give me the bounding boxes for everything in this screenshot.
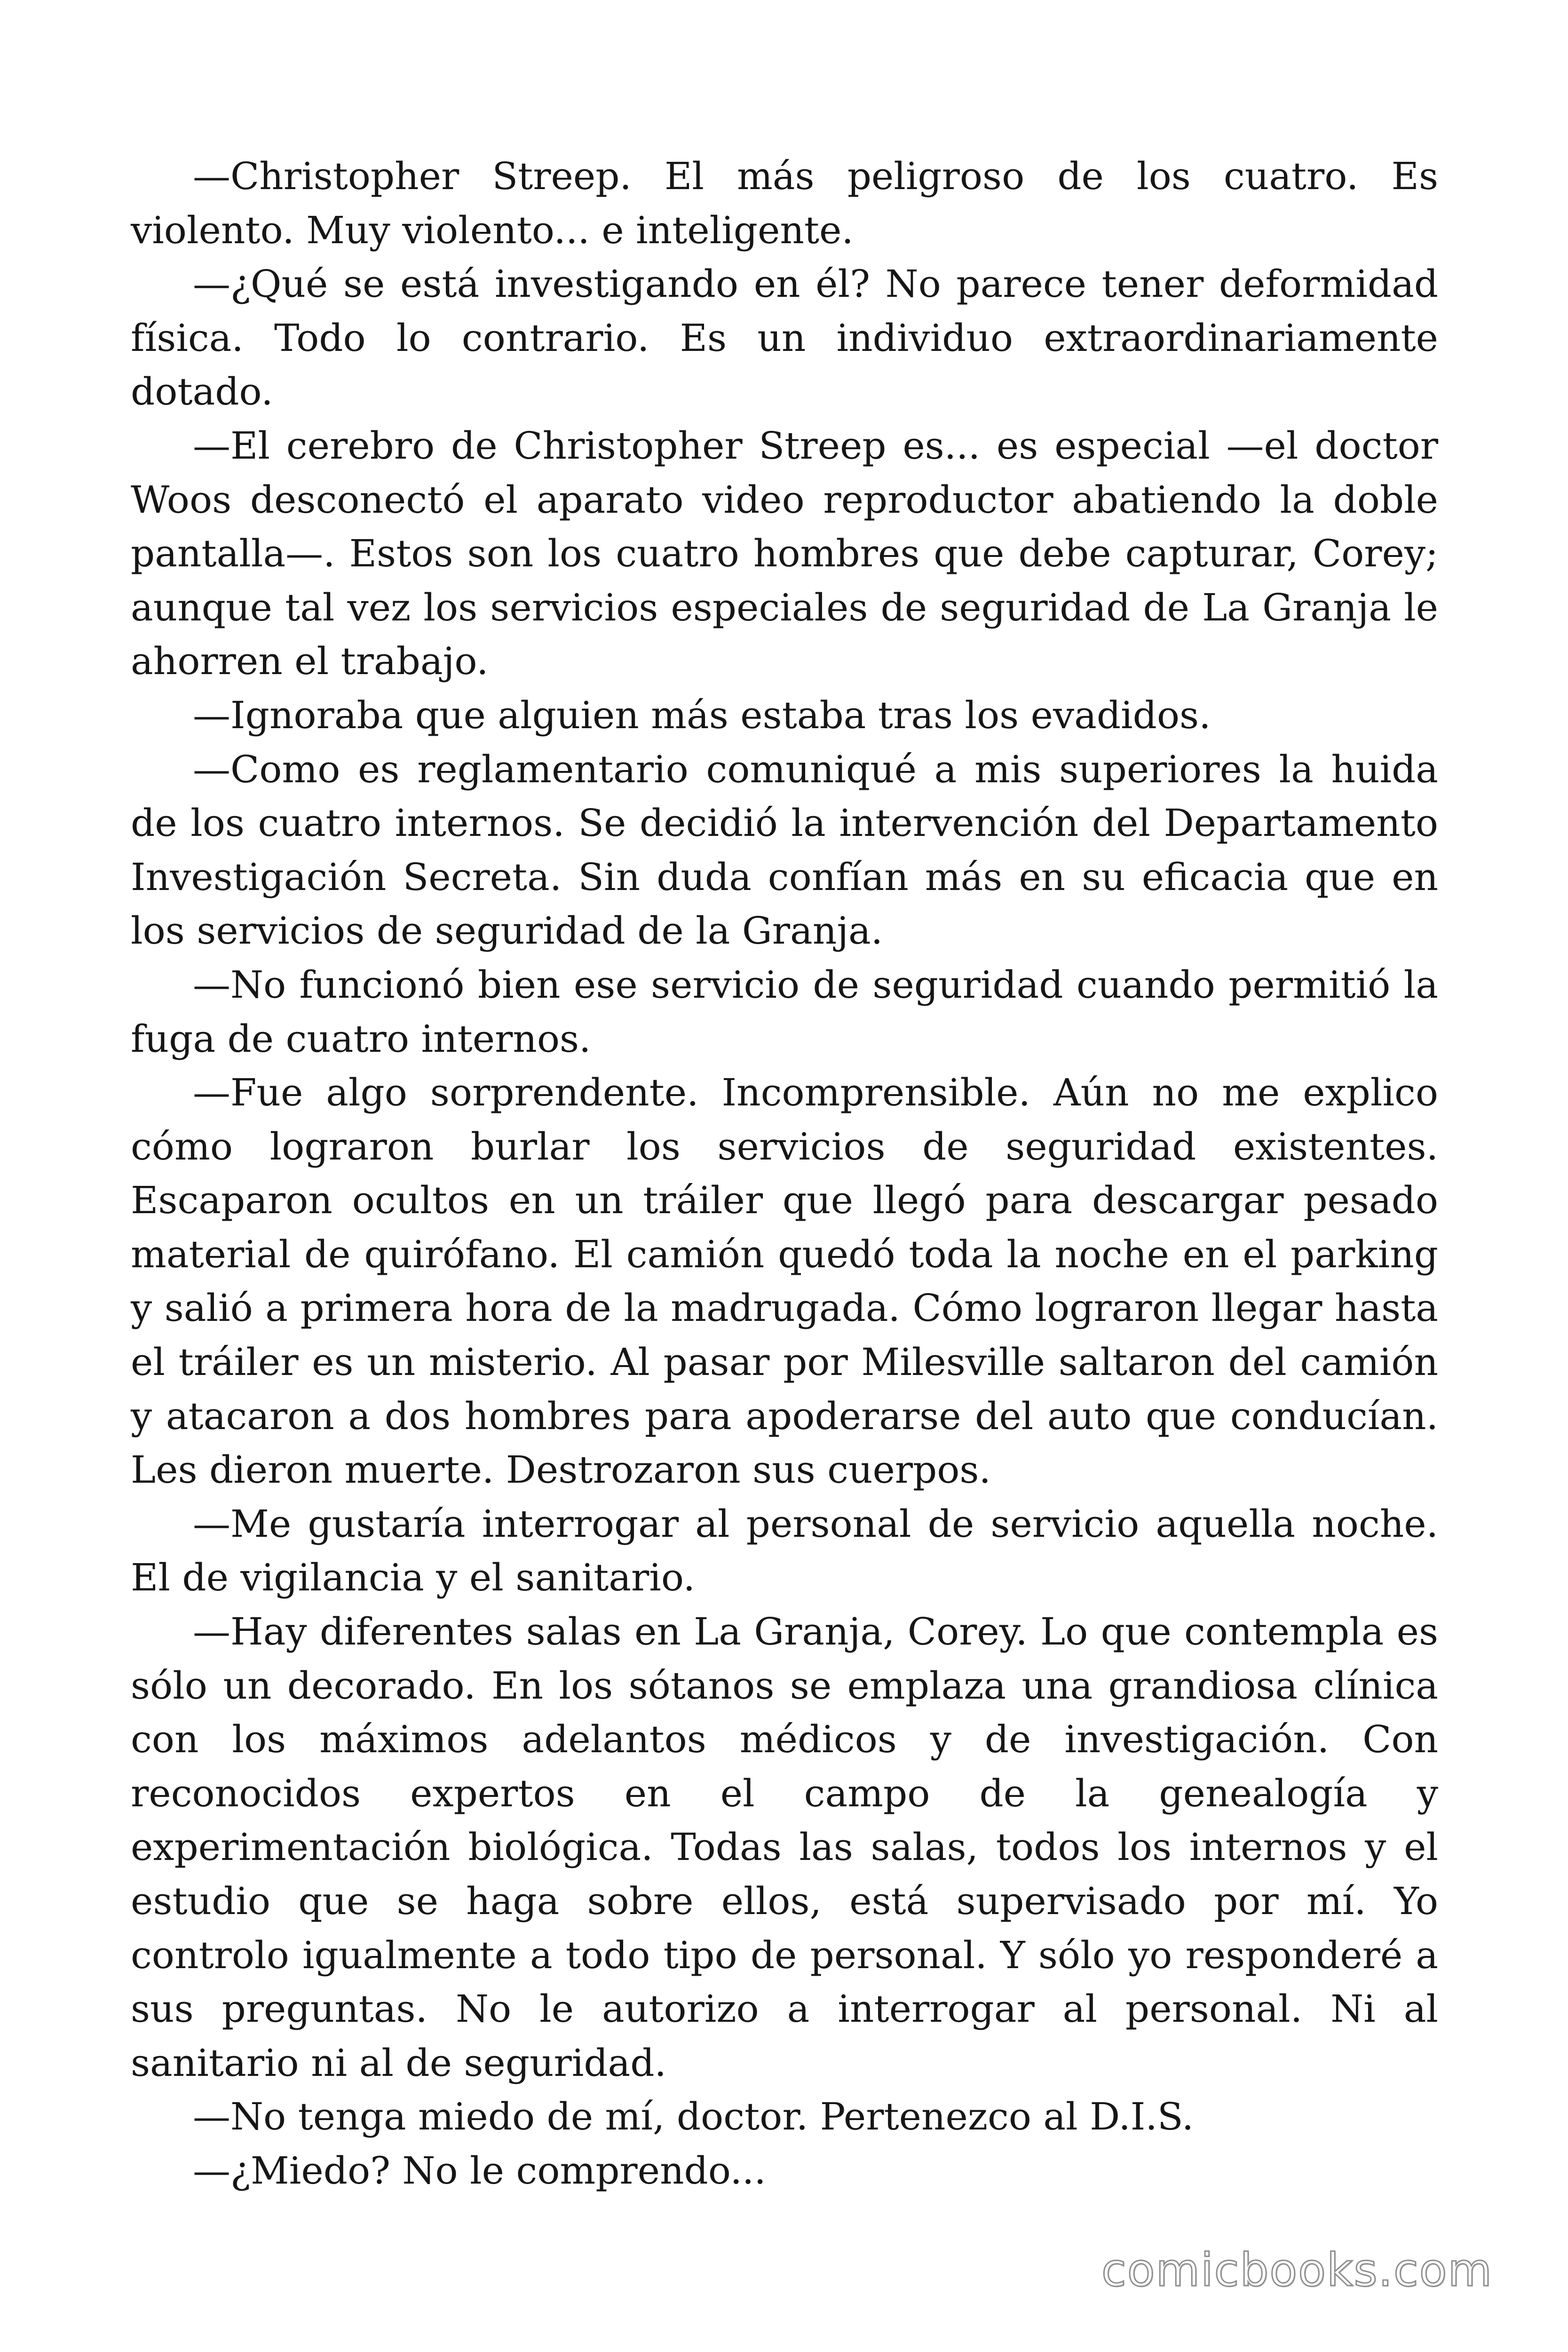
paragraph: —No tenga miedo de mí, doctor. Pertenezco al D.I.S. [193, 2095, 1194, 2139]
paragraph: —Fue algo sorprendente. Incomprensible. Aún no me explico cómo lograron burlar los servicios de seguridad existentes. Escaparon ocultos en un tráiler que llegó para descargar pesado material de quirófano. El camión quedó toda la noche en el parking y salió a primera hora de la madrugada. Cómo lograron llegar hasta el tráiler es un misterio. Al pasar por Milesville saltaron del camión y atacaron a dos hombres para apoderarse del auto que conducían. Les dieron muerte. Destrozaron sus cuerpos. [131, 1071, 1438, 1492]
watermark: comicbooks.com [1101, 2244, 1493, 2296]
paragraph: —El cerebro de Christopher Streep es... es especial —el doctor Woos desconectó el aparato video reproductor abatiendo la doble pantalla—. Estos son los cuatro hombres que debe capturar, Corey; aunque tal vez los servicios especiales de seguridad de La Granja le ahorren el trabajo. [131, 423, 1438, 683]
page-text-block [131, 150, 1438, 2198]
paragraph: —¿Miedo? No le comprendo... [193, 2148, 766, 2193]
paragraph: —¿Qué se está investigando en él? No parece tener deformidad física. Todo lo contrario. Es un individuo extraordinariamente dotado. [131, 262, 1438, 414]
paragraph: —Christopher Streep. El más peligroso de los cuatro. Es violento. Muy violento... e inteligente. [131, 154, 1438, 252]
paragraph: —Me gustaría interrogar al personal de servicio aquella noche. El de vigilancia y el sanitario. [131, 1502, 1438, 1600]
paragraph: —Hay diferentes salas en La Granja, Corey. Lo que contempla es sólo un decorado. En los sótanos se emplaza una grandiosa clínica con los máximos adelantos médicos y de investigación. Con reconocidos expertos en el campo de la genealogía y experimentación biológica. Todas las salas, todos los internos y el estudio que se haga sobre ellos, está supervisado por mí. Yo controlo igualmente a todo tipo de personal. Y sólo yo responderé a sus preguntas. No le autorizo a interrogar al personal. Ni al sanitario ni al de seguridad. [131, 1610, 1438, 2085]
paragraph: —Ignoraba que alguien más estaba tras los evadidos. [193, 693, 1211, 737]
paragraph: —Como es reglamentario comuniqué a mis superiores la huida de los cuatro internos. Se decidió la intervención del Departamento Investigación Secreta. Sin duda confían más en su eficacia que en los servicios de seguridad de la Granja. [131, 747, 1438, 953]
paragraph: —No funcionó bien ese servicio de seguridad cuando permitió la fuga de cuatro internos. [131, 962, 1438, 1061]
